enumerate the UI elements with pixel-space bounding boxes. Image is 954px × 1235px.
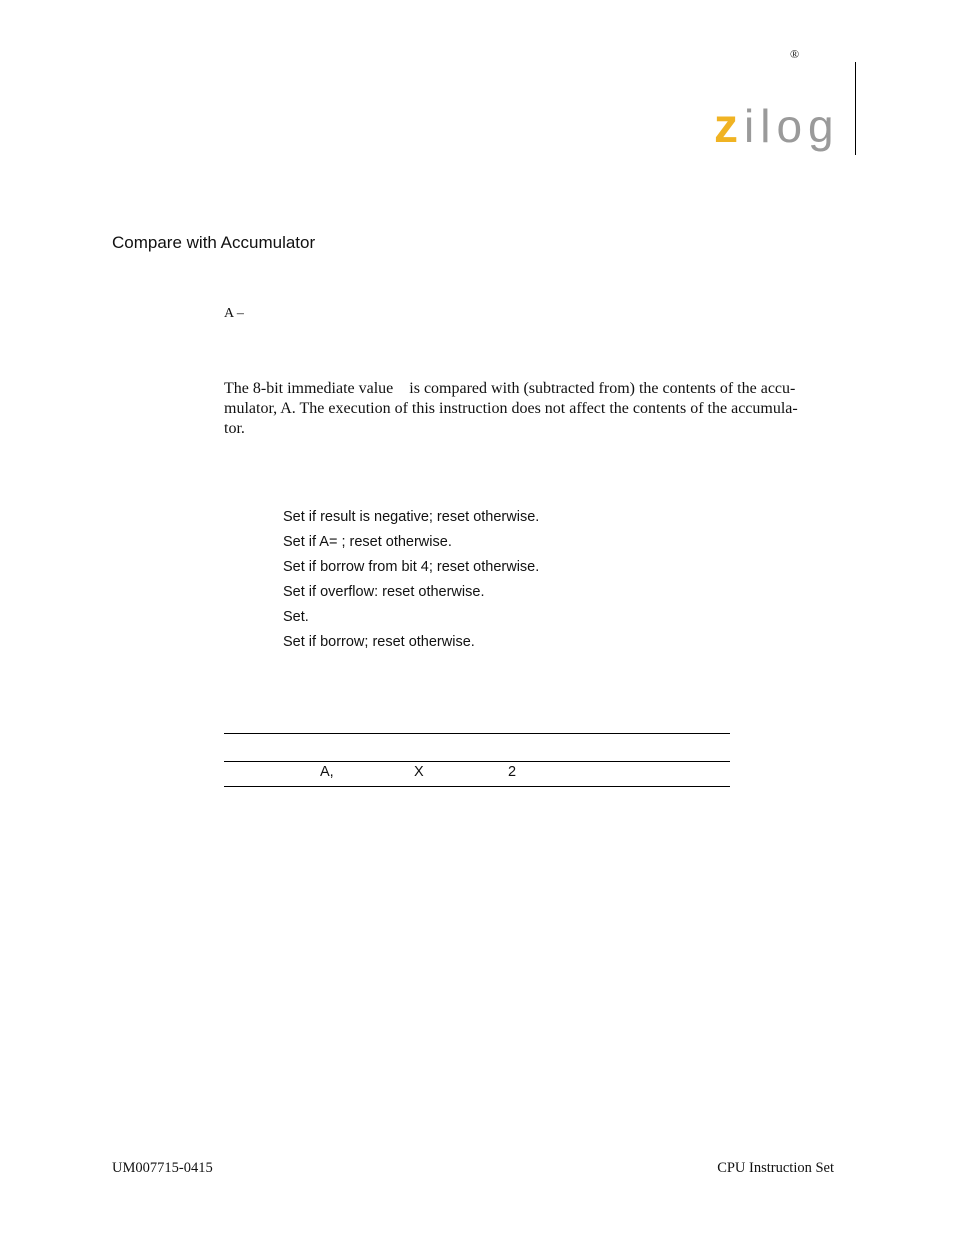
table-top-rule (224, 733, 730, 734)
table-header-rule (224, 761, 730, 762)
operation-expression: A – (224, 306, 244, 321)
table-cell-value: 2 (508, 764, 517, 780)
footer-section-name: CPU Instruction Set (717, 1160, 834, 1176)
instruction-description (224, 379, 840, 439)
svg-text:ilog: ilog (744, 100, 840, 152)
table-cell-operand: A, (320, 764, 334, 780)
registered-mark: ® (790, 47, 800, 61)
flag-zero-description: Set if A= ; reset otherwise. (283, 534, 452, 550)
svg-text:z: z (714, 100, 738, 153)
table-cell-x: X (414, 764, 424, 780)
footer-document-id: UM007715-0415 (112, 1160, 213, 1176)
section-title: Compare with Accumulator (112, 233, 316, 252)
flag-sign-description: Set if result is negative; reset otherwise. (283, 509, 540, 525)
flag-carry-description: Set if borrow; reset otherwise. (283, 634, 475, 650)
description-text: The 8-bit immediate value is compared with (subtracted from) the contents of the accu- mulator, A. The execution of this instruction does not affect the contents of the accumula- tor. (224, 380, 798, 437)
flag-halfcarry-description: Set if borrow from bit 4; reset otherwise. (283, 559, 540, 575)
zilog-logo (714, 98, 850, 160)
flag-subtract-description: Set. (283, 609, 309, 625)
table-bottom-rule (224, 786, 730, 787)
header-divider (855, 62, 856, 155)
flags-list (283, 507, 539, 657)
flag-overflow-description: Set if overflow: reset otherwise. (283, 584, 485, 600)
